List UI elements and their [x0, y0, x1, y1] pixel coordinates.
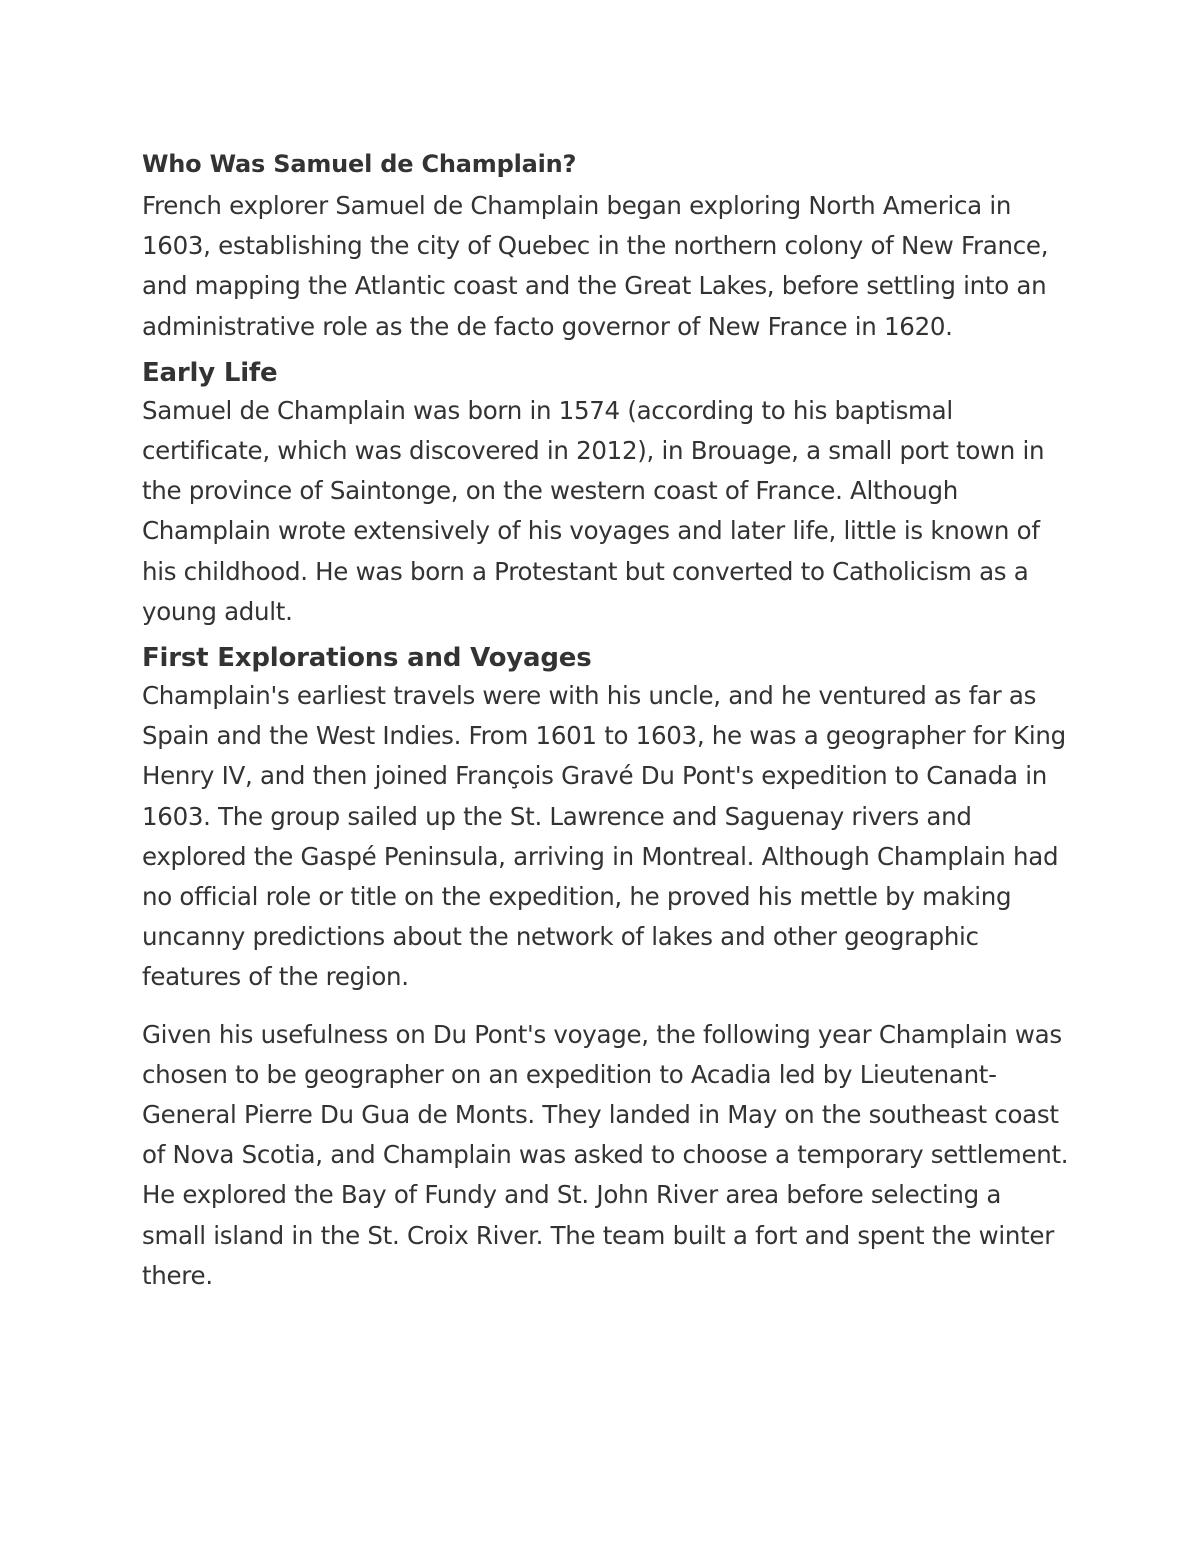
early-life-paragraph: Samuel de Champlain was born in 1574 (according to his baptismal certificate, which was discovered in 2012), in Brouage, a small port town in the province of Saintonge, on the western coast of France. Although Champlain wrote extensively of his voyages and later life, little is known of his childhood. He was born a Protestant but converted to Catholicism as a young adult.: [142, 395, 1045, 626]
section-heading-early-life: Early Life: [142, 357, 278, 388]
first-explorations-paragraph-1: Champlain's earliest travels were with his uncle, and he ventured as far as Spain and the West Indies. From 1601 to 1603, he was a geographer for King Henry IV, and then joined François Gravé Du Pont's expedition to Canada in 1603. The group sailed up the St. Lawrence and Saguenay rivers and explored the Gaspé Peninsula, arriving in Montreal. Although Champlain had no official role or title on the expedition, he proved his mettle by making uncanny predictions about the network of lakes and other geographic features of the region.: [142, 681, 1066, 992]
document-page: [142, 148, 1072, 1296]
intro-paragraph: French explorer Samuel de Champlain began exploring North America in 1603, establishing the city of Quebec in the northern colony of New France, and mapping the Atlantic coast and the Great Lakes, before settling into an administrative role as the de facto governor of New France in 1620.: [142, 191, 1049, 341]
first-explorations-paragraph-2: Given his usefulness on Du Pont's voyage, the following year Champlain was chosen to be geographer on an expedition to Acadia led by Lieutenant-General Pierre Du Gua de Monts. They landed in May on the southeast coast of Nova Scotia, and Champlain was asked to choose a temporary settlement. He explored the Bay of Fundy and St. John River area before selecting a small island in the St. Croix River. The team built a fort and spent the winter there.: [142, 1019, 1069, 1290]
section-heading-first-explorations: First Explorations and Voyages: [142, 643, 592, 674]
document-title: Who Was Samuel de Champlain?: [142, 150, 577, 178]
